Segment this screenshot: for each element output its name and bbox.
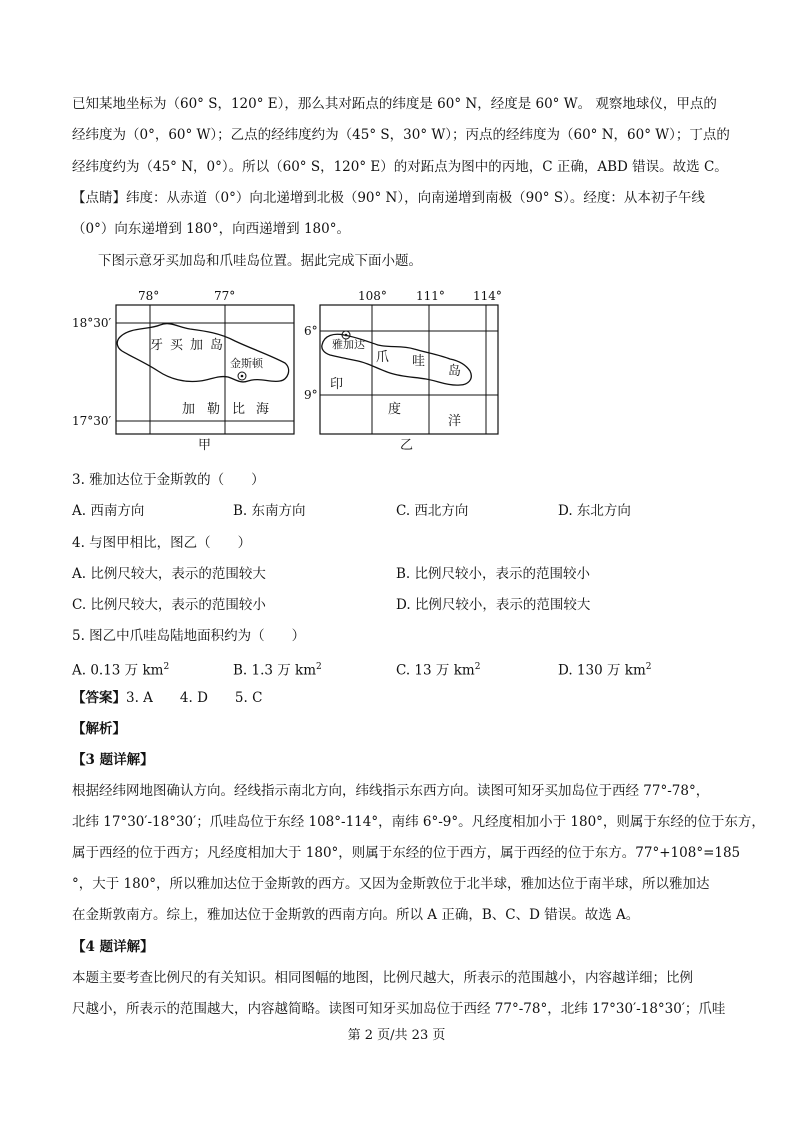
q3-stem: 3. 雅加达位于金斯敦的（ ） — [72, 472, 265, 488]
lon-label-108: 108° — [358, 289, 387, 303]
page-footer: 第 2 页/共 23 页 — [347, 1028, 446, 1043]
answer-label: 【答案】 — [72, 690, 126, 706]
intro-line-2: 经纬度为（0°，60° W）；乙点的经纬度约为（45° S，30° W）；丙点的经纬度为（60° N，60° W）；丁点的 — [72, 127, 730, 143]
java-char-1: 爪 — [376, 350, 390, 365]
q4-stem: 4. 与图甲相比，图乙（ ） — [72, 535, 252, 551]
q5-option-c: C. 13 万 $km^2$ — [396, 662, 481, 679]
q4-option-a: A. 比例尺较大，表示的范围较大 — [72, 566, 266, 582]
q4-option-d: D. 比例尺较小，表示的范围较大 — [396, 597, 591, 613]
city-jakarta: 雅加达 — [332, 338, 365, 351]
ocean-char-3: 洋 — [448, 414, 462, 429]
lat-label-1730: 17°30′ — [72, 414, 112, 428]
q5-stem: 5. 图乙中爪哇岛陆地面积约为（ ） — [72, 628, 306, 644]
map-java — [298, 285, 508, 455]
q3-detail-line-5: 在金斯敦南方。综上，雅加达位于金斯敦的西南方向。所以 A 正确，B、C、D 错误。故选 A。 — [72, 907, 640, 923]
q3-detail-label: 【3 题详解】 — [72, 752, 154, 768]
q3-detail-line-4: °，大于 180°，所以雅加达位于金斯敦的西方。又因为金斯敦位于北半球，雅加达位于南半球，所以雅加达 — [72, 876, 710, 892]
lat-label-6: 6° — [304, 324, 318, 338]
island-char-3: 加 — [190, 338, 204, 353]
q4-detail-label: 【4 题详解】 — [72, 939, 154, 955]
sea-char-2: 勒 — [207, 402, 221, 417]
q3-detail-line-1: 根据经纬网地图确认方向。经线指示南北方向，纬线指示东西方向。读图可知牙买加岛位于西经 77°-78°， — [72, 783, 710, 799]
q4-detail-line-1: 本题主要考查比例尺的有关知识。相同图幅的地图，比例尺越大，所表示的范围越小，内容越详细；比例 — [72, 970, 693, 986]
answer-line — [72, 688, 262, 708]
island-char-2: 买 — [170, 338, 184, 353]
q3-detail-line-3: 属于西经的位于西方；凡经度相加大于 180°，则属于东经的位于西方，属于西经的位于东方。77°+108°=185 — [72, 845, 741, 861]
intro-line-3: 经纬度约为（45° N，0°）。所以（60° S，120° E）的对跖点为图中的丙地，C 正确，ABD 错误。故选 C。 — [72, 159, 728, 175]
q5-option-b: B. 1.3 万 $km^2$ — [233, 662, 322, 679]
q3-option-d: D. 东北方向 — [558, 503, 631, 519]
lat-label-9: 9° — [304, 388, 318, 402]
q3-option-a: A. 西南方向 — [72, 503, 145, 519]
map-jamaica — [70, 285, 310, 455]
java-char-3: 岛 — [448, 364, 462, 379]
answer-text: 3. A 4. D 5. C — [126, 690, 263, 706]
sea-char-3: 比 — [232, 402, 246, 417]
q5-option-a: A. 0.13 万 $km^2$ — [72, 662, 170, 679]
lon-label-114: 114° — [473, 289, 502, 303]
q4-detail-line-2: 尺越小，所表示的范围越大，内容越简略。读图可知牙买加岛位于西经 77°-78°，北纬 17°30′-18°30′；爪哇 — [72, 1001, 726, 1017]
analysis-label: 【解析】 — [72, 721, 126, 737]
lon-label-78: 78° — [138, 289, 160, 303]
lon-label-77: 77° — [214, 289, 236, 303]
map-caption-jia: 甲 — [198, 438, 212, 453]
ocean-char-2: 度 — [388, 402, 402, 417]
lat-label-1830: 18°30′ — [72, 316, 112, 330]
sea-char-4: 海 — [256, 402, 270, 417]
ocean-char-1: 印 — [330, 377, 344, 392]
intro-line-1: 已知某地坐标为（60° S，120° E），那么其对跖点的纬度是 60° N，经度是 60° W。 观察地球仪，甲点的 — [72, 96, 717, 112]
sea-char-1: 加 — [182, 402, 196, 417]
intro-line-6: 下图示意牙买加岛和爪哇岛位置。据此完成下面小题。 — [98, 253, 422, 269]
intro-line-5: （0°）向东递增到 180°，向西递增到 180°。 — [72, 221, 350, 237]
q4-option-b: B. 比例尺较小，表示的范围较小 — [396, 566, 591, 582]
intro-line-4: 【点睛】纬度：从赤道（0°）向北递增到北极（90° N），向南递增到南极（90° S）。经度：从本初子午线 — [72, 190, 705, 206]
city-kingston: 金斯顿 — [230, 357, 263, 370]
q3-detail-line-2: 北纬 17°30′-18°30′；爪哇岛位于东经 108°-114°，南纬 6°-9°。凡经度相加小于 180°，则属于东经的位于东方， — [72, 814, 765, 830]
lon-label-111: 111° — [416, 289, 445, 303]
java-char-2: 哇 — [412, 354, 426, 369]
q3-option-b: B. 东南方向 — [233, 503, 306, 519]
q4-option-c: C. 比例尺较大，表示的范围较小 — [72, 597, 266, 613]
q5-option-d: D. 130 万 $km^2$ — [558, 662, 652, 679]
island-char-1: 牙 — [150, 338, 164, 353]
island-char-4: 岛 — [210, 338, 224, 353]
map-caption-yi: 乙 — [400, 438, 414, 453]
q3-option-c: C. 西北方向 — [396, 503, 469, 519]
